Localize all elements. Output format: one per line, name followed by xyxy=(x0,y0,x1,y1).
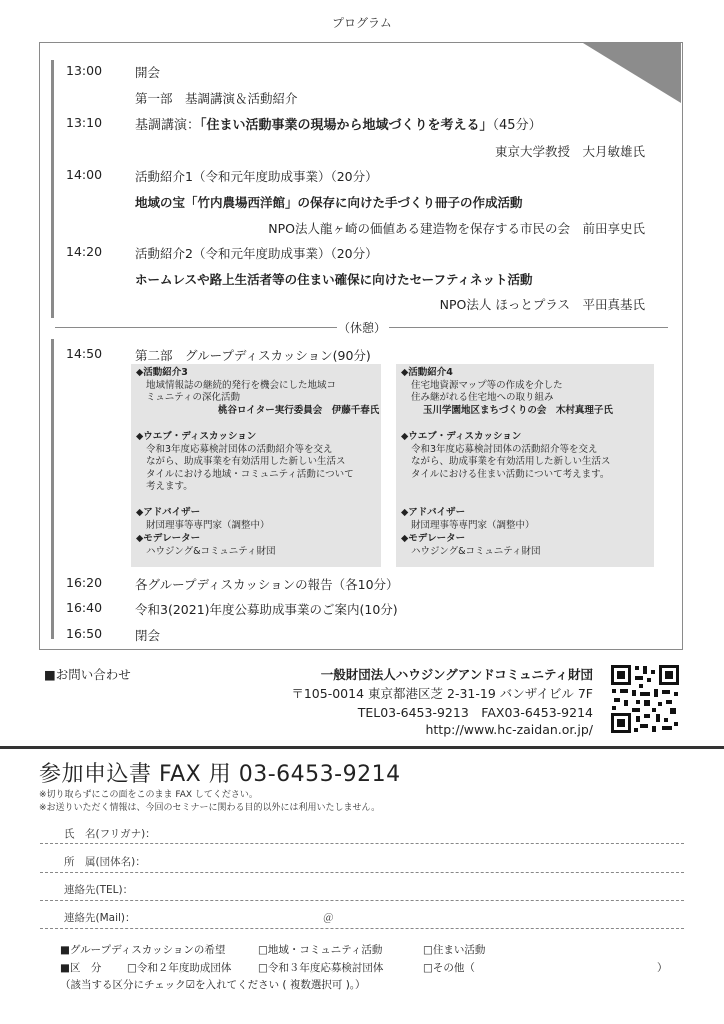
contact-org: 一般財団法人ハウジングアンドコミュニティ財団 xyxy=(320,667,593,682)
break-line-right xyxy=(389,327,668,328)
advisor-left: 財団理事等専門家（調整中） xyxy=(146,520,270,531)
advisor-right: 財団理事等専門家（調整中） xyxy=(411,520,535,531)
category-r2-grantee-checkbox[interactable]: □令和２年度助成団体 xyxy=(127,962,232,974)
time-1300: 13:00 xyxy=(66,63,103,78)
keynote-line xyxy=(135,114,542,133)
time-1310: 13:10 xyxy=(66,115,103,130)
moderator-heading-left: ◆モデレーター xyxy=(136,533,201,544)
mail-field-line[interactable] xyxy=(40,928,684,929)
time-1620: 16:20 xyxy=(66,575,103,590)
part2-heading: 第二部 グループディスカッション(90分) xyxy=(135,348,371,363)
activity2-org: NPO法人 ほっとプラス 平田真基氏 xyxy=(439,297,645,312)
mail-field-label: 連絡先(Mail)： xyxy=(64,912,136,924)
group-reports: 各グループディスカッションの報告（各10分） xyxy=(135,577,399,592)
group3-desc-2: ミュニティの深化活動 xyxy=(146,392,241,403)
group3-desc-1: 地域情報誌の継続的発行を機会にした地域コ xyxy=(146,380,337,391)
web-discussion-heading-left: ◆ウエブ・ディスカッション xyxy=(136,431,257,442)
keynote-duration: （45分） xyxy=(492,118,542,133)
time-1400: 14:00 xyxy=(66,167,103,182)
activity2-title: ホームレスや路上生活者等の住まい確保に向けたセーフティネット活動 xyxy=(135,272,533,287)
category-label: ■区 分 xyxy=(60,962,102,974)
contact-label: ■お問い合わせ xyxy=(44,667,131,682)
web-discussion-left-1: 令和3年度応募検討団体の活動紹介等を交え xyxy=(146,444,333,455)
form-note-1: ※切り取らずにこの面をこのまま FAX してください。 xyxy=(39,790,258,800)
web-discussion-left-3: タイルにおける地域・コミュニティ活動について xyxy=(146,469,354,480)
web-discussion-right-3: タイルにおける住まい活動について考えます。 xyxy=(411,469,610,480)
group4-heading: ◆活動紹介4 xyxy=(401,367,453,378)
closing: 閉会 xyxy=(135,628,161,643)
corner-triangle xyxy=(583,43,681,103)
gd-option-housing-checkbox[interactable]: □住まい活動 xyxy=(423,944,486,956)
qr-code-icon xyxy=(610,664,680,734)
section-divider xyxy=(0,746,724,749)
category-r3-applicant-checkbox[interactable]: □令和３年度応募検討団体 xyxy=(258,962,384,974)
web-discussion-right-1: 令和3年度応募検討団体の活動紹介等を交え xyxy=(411,444,598,455)
activity1-org: NPO法人龍ヶ崎の価値ある建造物を保存する市民の会 前田享史氏 xyxy=(268,221,645,236)
group3-org: 桃谷ロイター実行委員会 伊藤千春氏 xyxy=(218,405,380,416)
time-1420: 14:20 xyxy=(66,244,103,259)
form-note-2: ※お送りいただく情報は、今回のセミナーに関わる目的以外には利用いたしません。 xyxy=(39,803,381,813)
time-1450: 14:50 xyxy=(66,346,103,361)
contact-url[interactable]: http://www.hc-zaidan.or.jp/ xyxy=(425,722,593,737)
affiliation-field-line[interactable] xyxy=(40,872,684,873)
part1-heading: 第一部 基調講演＆活動紹介 xyxy=(135,91,298,106)
time-1640: 16:40 xyxy=(66,600,103,615)
affiliation-field-label: 所 属(団体名)： xyxy=(64,856,146,868)
name-field-line[interactable] xyxy=(40,843,684,844)
tel-field-label: 連絡先(TEL)： xyxy=(64,884,134,896)
advisor-heading-right: ◆アドバイザー xyxy=(401,507,466,518)
time-1650: 16:50 xyxy=(66,626,103,641)
grant-guidance: 令和3(2021)年度公募助成事業のご案内(10分) xyxy=(135,602,398,617)
tel-field-line[interactable] xyxy=(40,900,684,901)
category-other-checkbox[interactable]: □その他（ xyxy=(423,962,475,974)
mail-at-sign: ＠ xyxy=(323,912,334,924)
activity1-title: 地域の宝「竹内農場西洋館」の保存に向けた手づくり冊子の作成活動 xyxy=(135,195,523,210)
group4-desc-2: 住み継がれる住宅地への取り組み xyxy=(411,392,554,403)
group3-heading: ◆活動紹介3 xyxy=(136,367,188,378)
group4-desc-1: 住宅地資源マップ等の作成を介した xyxy=(411,380,563,391)
program-title: プログラム xyxy=(332,16,392,30)
web-discussion-heading-right: ◆ウエブ・ディスカッション xyxy=(401,431,522,442)
keynote-label: 基調講演： xyxy=(135,118,201,133)
web-discussion-right-2: ながら、助成事業を有効活用した新しい生活ス xyxy=(411,456,611,467)
form-title: 参加申込書 FAX 用 03-6453-9214 xyxy=(39,762,401,787)
contact-phone: TEL03-6453-9213 FAX03-6453-9214 xyxy=(357,705,593,720)
keynote-title: 「住まい活動事業の現場から地域づくりを考える」 xyxy=(200,118,493,133)
part1-bar xyxy=(51,60,54,318)
moderator-right: ハウジング&コミュニティ財団 xyxy=(411,546,541,557)
opening: 開会 xyxy=(135,65,161,80)
contact-address: 〒105-0014 東京都港区芝 2-31-19 バンザイビル 7F xyxy=(291,686,593,701)
moderator-left: ハウジング&コミュニティ財団 xyxy=(146,546,276,557)
break-label: （休憩） xyxy=(337,321,386,335)
part2-bar xyxy=(51,339,54,639)
activity1-heading: 活動紹介1（令和元年度助成事業）（20分） xyxy=(135,169,378,184)
category-note: （該当する区分にチェック☑を入れてください ( 複数選択可 )。） xyxy=(60,979,366,991)
web-discussion-left-4: 考えます。 xyxy=(146,481,193,492)
keynote-speaker: 東京大学教授 大月敏雄氏 xyxy=(494,144,645,159)
gd-option-community-checkbox[interactable]: □地域・コミュニティ活動 xyxy=(258,944,383,956)
moderator-heading-right: ◆モデレーター xyxy=(401,533,466,544)
activity2-heading: 活動紹介2（令和元年度助成事業）（20分） xyxy=(135,246,378,261)
group4-org: 玉川学園地区まちづくりの会 木村真理子氏 xyxy=(423,405,613,416)
web-discussion-left-2: ながら、助成事業を有効活用した新しい生活ス xyxy=(146,456,346,467)
advisor-heading-left: ◆アドバイザー xyxy=(136,507,201,518)
group-discussion-label: ■グループディスカッションの希望 xyxy=(60,944,226,956)
name-field-label: 氏 名(フリガナ)： xyxy=(64,828,156,840)
category-other-close: ） xyxy=(657,962,668,974)
